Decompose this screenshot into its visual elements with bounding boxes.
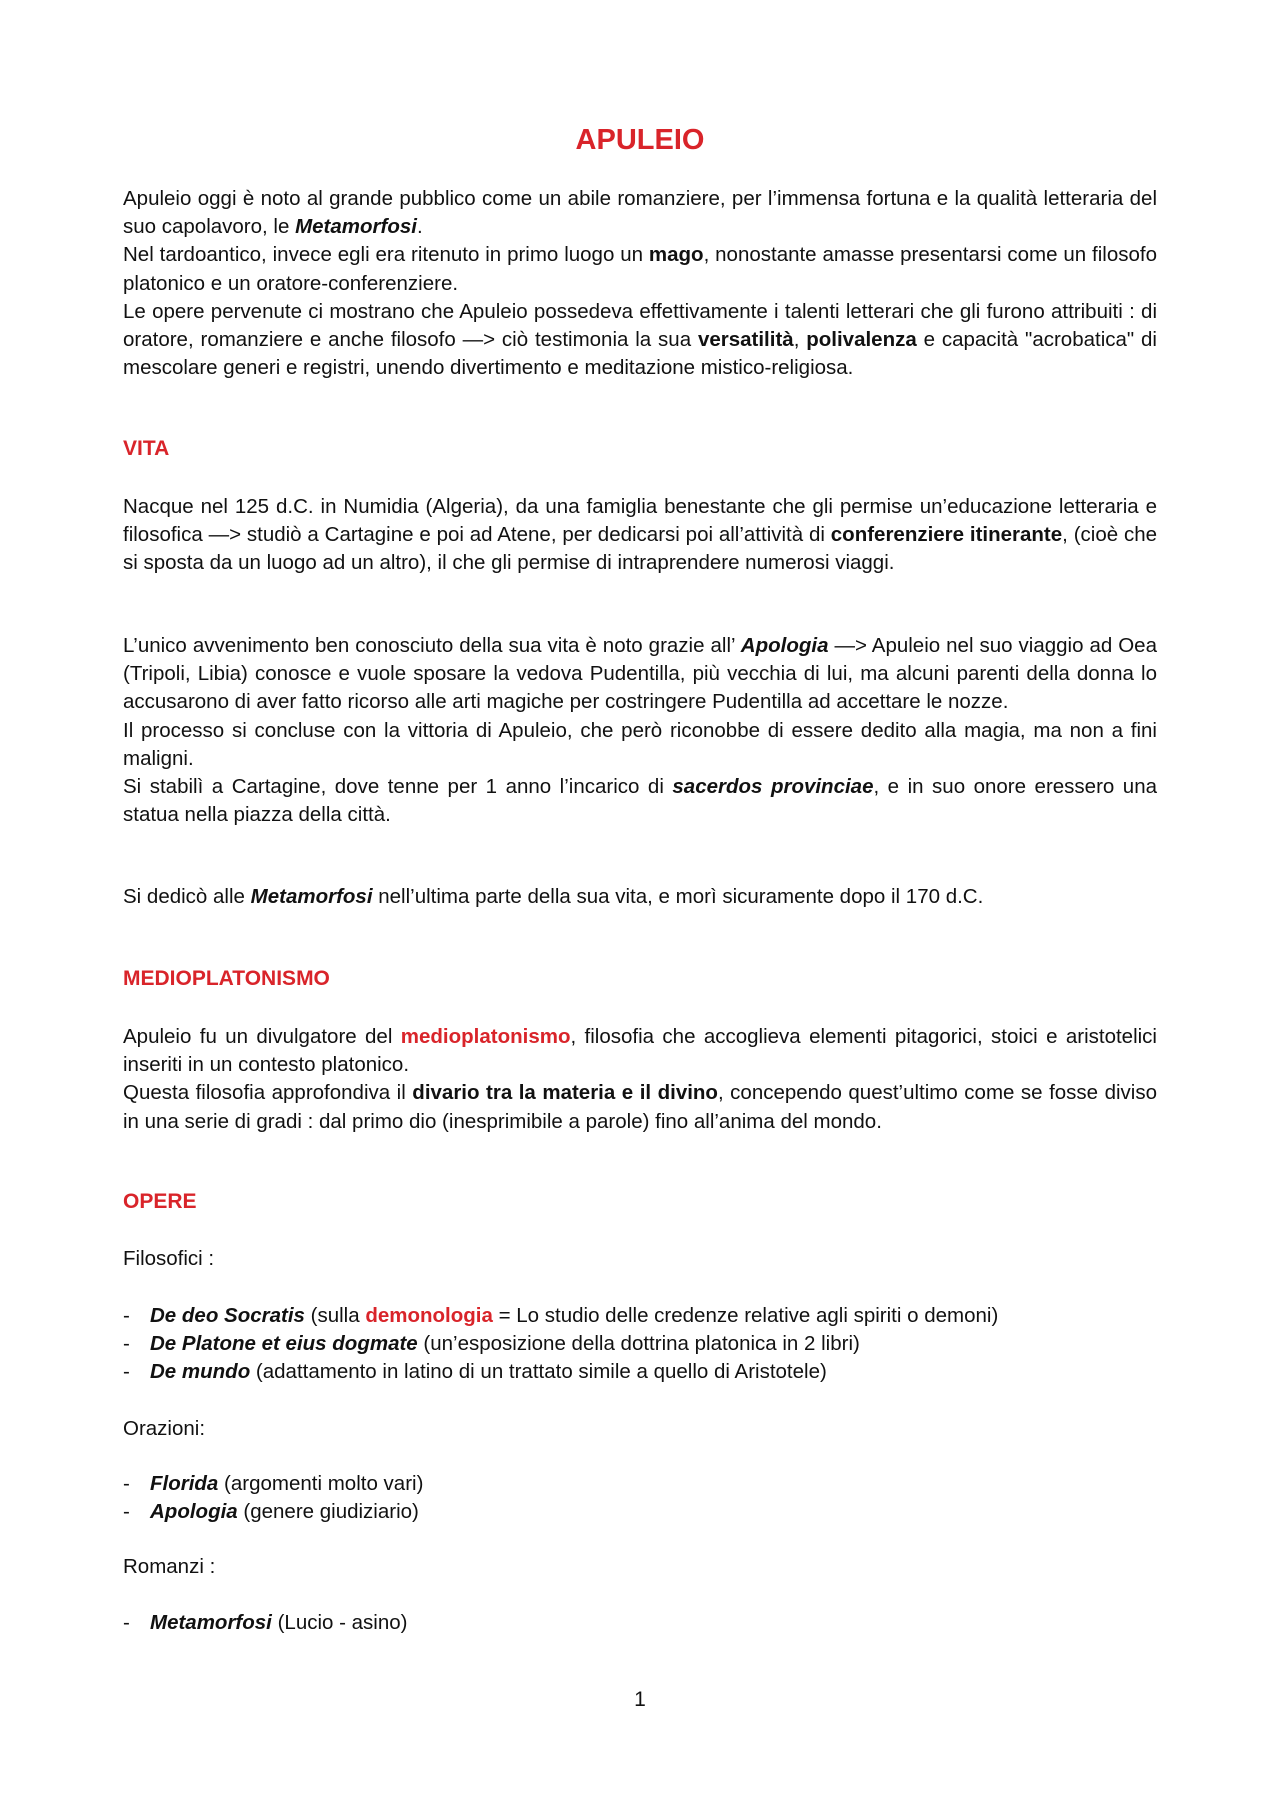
list-bullet: - bbox=[123, 1332, 130, 1356]
intro-section bbox=[123, 185, 1157, 382]
emphasized-text: mago bbox=[648, 243, 704, 267]
romanzi-list bbox=[123, 1609, 1157, 1637]
paragraph bbox=[123, 773, 1157, 829]
highlighted-term: demonologia bbox=[365, 1304, 493, 1327]
emphasized-text: De Platone et eius dogmate bbox=[150, 1332, 418, 1356]
emphasized-text: polivalenza bbox=[806, 328, 917, 352]
text-run: (Lucio - asino) bbox=[271, 1611, 408, 1634]
text-run: (argomenti molto vari) bbox=[218, 1472, 424, 1495]
text-run: nell’ultima parte della sua vita, e morì sicuramente dopo il 170 d.C. bbox=[372, 885, 984, 908]
text-run: , e in suo onore eressero una statua nella piazza della città. bbox=[123, 775, 1158, 827]
text-run: Apuleio fu un divulgatore del bbox=[123, 1025, 401, 1048]
list-bullet: - bbox=[123, 1360, 130, 1384]
emphasized-text: Metamorfosi bbox=[150, 1611, 272, 1634]
paragraph bbox=[123, 298, 1157, 383]
heading-medioplatonismo: MEDIOPLATONISMO bbox=[123, 967, 330, 990]
vita-paragraph-2 bbox=[123, 632, 1157, 829]
text-run: e capacità "acrobatica" di mescolare generi e registri, unendo divertimento e meditazione mistico-religiosa. bbox=[123, 328, 1157, 380]
list-item bbox=[123, 1470, 1157, 1498]
romanzi-label: Romanzi : bbox=[123, 1555, 216, 1578]
paragraph bbox=[123, 883, 1157, 911]
page-number: 1 bbox=[634, 1688, 646, 1711]
paragraph bbox=[123, 1079, 1157, 1135]
text-run: (genere giudiziario) bbox=[237, 1500, 419, 1524]
text-run: . bbox=[416, 215, 423, 239]
filosofici-list bbox=[123, 1302, 1157, 1387]
list-item bbox=[123, 1498, 1157, 1526]
emphasized-text: Florida bbox=[150, 1472, 219, 1495]
emphasized-text: Metamorfosi bbox=[295, 215, 417, 239]
paragraph bbox=[123, 493, 1157, 578]
heading-vita: VITA bbox=[123, 437, 170, 460]
text-run: Nacque nel 125 d.C. in Numidia (Algeria), da una famiglia benestante che gli permise un’educazione letteraria e filosofica —> studiò a Cartagine e poi ad Atene, per dedicarsi poi all’attività di bbox=[123, 495, 1157, 547]
text-run: , (cioè che si sposta da un luogo ad un altro), il che gli permise di intraprendere numerosi viaggi. bbox=[123, 523, 1158, 575]
emphasized-text: Apologia bbox=[150, 1500, 238, 1524]
vita-paragraph-3 bbox=[123, 883, 1157, 911]
text-run: (sulla bbox=[304, 1304, 366, 1327]
text-run: Questa filosofia approfondiva il bbox=[123, 1081, 413, 1105]
text-run: , concependo quest’ultimo come se fosse diviso in una serie di gradi : dal primo dio (inesprimibile a parole) fino all’anima del mondo. bbox=[123, 1081, 1158, 1133]
filosofici-label: Filosofici : bbox=[123, 1247, 215, 1270]
highlighted-term: medioplatonismo bbox=[400, 1025, 571, 1048]
text-run: Il processo si concluse con la vittoria di Apuleio, che però riconobbe di essere dedito alla magia, ma non a fini maligni. bbox=[123, 718, 1157, 770]
text-run: , nonostante amasse presentarsi come un filosofo platonico e un oratore-conferenziere. bbox=[123, 243, 1157, 295]
paragraph bbox=[123, 717, 1157, 773]
list-item bbox=[123, 1330, 1157, 1358]
emphasized-text: sacerdos provinciae bbox=[672, 775, 874, 799]
medioplatonismo-section bbox=[123, 1023, 1157, 1136]
text-run: L’unico avvenimento ben conosciuto della sua vita è noto grazie all’ bbox=[123, 634, 741, 657]
emphasized-text: Metamorfosi bbox=[250, 885, 373, 908]
emphasized-text: divario tra la materia e il divino bbox=[412, 1081, 718, 1105]
heading-opere: OPERE bbox=[123, 1190, 197, 1213]
paragraph bbox=[123, 185, 1157, 241]
list-bullet: - bbox=[123, 1304, 130, 1327]
emphasized-text: versatilità bbox=[697, 328, 794, 352]
text-run: (adattamento in latino di un trattato simile a quello di Aristotele) bbox=[250, 1360, 827, 1384]
text-run: Nel tardoantico, invece egli era ritenuto in primo luogo un bbox=[123, 243, 649, 267]
text-run: (un’esposizione della dottrina platonica in 2 libri) bbox=[417, 1332, 860, 1356]
list-bullet: - bbox=[123, 1472, 130, 1495]
paragraph bbox=[123, 241, 1157, 297]
orazioni-list bbox=[123, 1470, 1157, 1526]
page-title: APULEIO bbox=[575, 124, 705, 156]
text-run: Apuleio oggi è noto al grande pubblico come un abile romanziere, per l’immensa fortuna e la qualità letteraria del suo capolavoro, le bbox=[123, 187, 1157, 239]
text-run: , filosofia che accoglieva elementi pitagorici, stoici e aristotelici inseriti in un contesto platonico. bbox=[123, 1025, 1157, 1077]
emphasized-text: Apologia bbox=[740, 634, 829, 657]
text-run: = Lo studio delle credenze relative agli spiriti o demoni) bbox=[492, 1304, 999, 1327]
list-item bbox=[123, 1302, 1157, 1330]
list-item bbox=[123, 1609, 1157, 1637]
orazioni-label: Orazioni: bbox=[123, 1417, 206, 1440]
text-run: Si dedicò alle bbox=[123, 885, 251, 908]
paragraph bbox=[123, 1023, 1157, 1079]
text-run: Le opere pervenute ci mostrano che Apuleio possedeva effettivamente i talenti letterari che gli furono attribuiti : di oratore, romanziere e anche filosofo —> ciò testimonia la sua bbox=[123, 299, 1157, 352]
emphasized-text: conferenziere itinerante bbox=[830, 523, 1063, 547]
paragraph bbox=[123, 632, 1157, 717]
text-run: —> Apuleio nel suo viaggio ad Oea (Tripoli, Libia) conosce e vuole sposare la vedova Pudentilla, più vecchia di lui, ma alcuni parenti della donna lo accusarono di aver fatto ricorso alle arti magiche per costringere Pudentilla ad accettare le nozze. bbox=[123, 634, 1157, 714]
text-run: Si stabilì a Cartagine, dove tenne per 1 anno l’incarico di bbox=[123, 775, 673, 799]
list-bullet: - bbox=[123, 1611, 130, 1634]
emphasized-text: De mundo bbox=[150, 1360, 251, 1384]
text-run: , bbox=[793, 328, 807, 352]
vita-paragraph-1 bbox=[123, 493, 1157, 578]
list-bullet: - bbox=[123, 1500, 130, 1524]
list-item bbox=[123, 1358, 1157, 1386]
emphasized-text: De deo Socratis bbox=[150, 1304, 305, 1327]
